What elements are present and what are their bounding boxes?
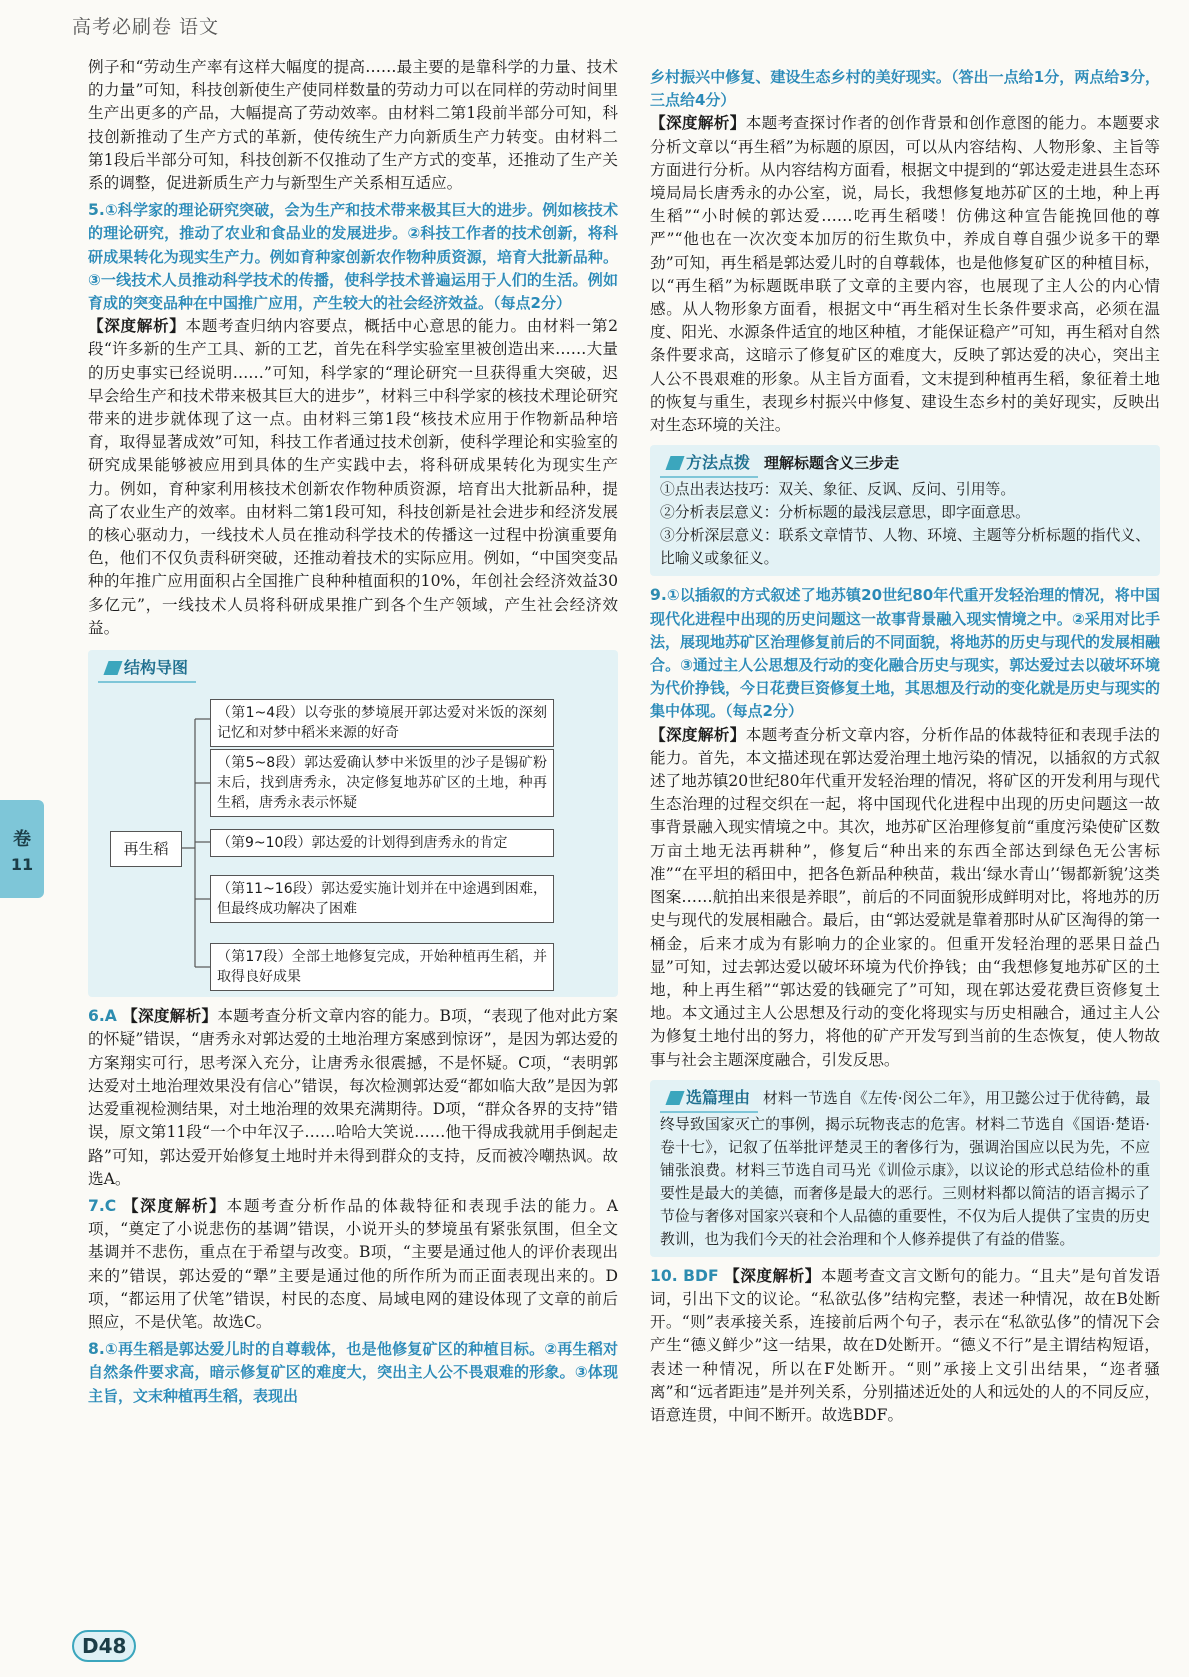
- analysis-text: 本题考查分析文章内容，分析作品的体裁特征和表现手法的能力。首先，本文描述现在郭达爱治理土地污染的情况，以插叙的方式叙述了地苏镇20世纪80年代重开发轻治理的情况，将矿区的开发利用与现代生态治理的过程交织在一起，将中国现代化进程中出现的历史问题这一故事背景融入现实情境之中。其次，地苏矿区治理修复前“重度污染使矿区数万亩土地无法再耕种”，修复后“种出来的东西全部达到绿色无公害标准”“在平坦的稻田中，把各色新品种秧苗，栽出‘绿水青山’‘锡都新貌’这类图案……航拍出来很是养眼”，前后的不同面貌形成鲜明对比，将地苏的历史与现代的发展相融合。最后，由“郭达爱就是靠着那时从矿区淘得的第一桶金，后来才成为有影响力的企业家的。但重开发轻治理的恶果日益凸显”可知，过去郭达爱以破坏环境为代价挣钱；由“我想修复地苏矿区的土地，种上再生稻”“郭达爱的钱砸完了”可知，现在郭达爱花费巨资修复土地。本文通过主人公思想及行动的变化将现实与历史相融合，通过主人公为修复土地付出的努力，将他的矿产开发写到当前的生态恢复，使人物故事与社会主题深度融合，引发反思。: [650, 725, 1160, 1069]
- mind-map-node: （第5~8段）郭达爱确认梦中米饭里的沙子是锡矿粉末后，找到唐秀永，决定修复地苏矿区的土地，种再生稻，唐秀永表示怀疑: [210, 749, 554, 817]
- selection-reason-title: 选篇理由: [660, 1086, 758, 1113]
- question-7: [88, 1195, 618, 1334]
- selection-reason-text: 材料一节选自《左传·闵公二年》，用卫懿公过于优待鹤，最终导致国家灭亡的事例，揭示玩物丧志的危害。材料二节选自《国语·楚语·卷十七》，记叙了伍举批评楚灵王的奢侈行为，强调治国应以民为先，不应铺张浪费。材料三节选自司马光《训俭示康》，以议论的形式总结俭朴的重要性是最大的美德，而奢侈是最大的恶行。三则材料都以简洁的语言揭示了节俭与奢侈对国家兴衰和个人品德的重要性，不仅为后人提供了宝贵的历史教训，也为我们今天的社会治理和个人修养提供了有益的借鉴。: [660, 1089, 1150, 1248]
- structure-map-title: 结构导图: [98, 656, 196, 683]
- answer-continuation: 乡村振兴中修复、建设生态乡村的美好现实。（答出一点给1分，两点给3分，三点给4分）: [650, 68, 1160, 110]
- answer-choice: C: [104, 1196, 117, 1215]
- mind-map-node: （第11~16段）郭达爱实施计划并在中途遇到困难，但最终成功解决了困难: [210, 875, 554, 923]
- volume-tab: [0, 800, 44, 898]
- analysis-tag: 【深度解析】: [650, 725, 746, 744]
- method-tips-box: [650, 445, 1160, 576]
- answer-choice: BDF: [683, 1266, 719, 1285]
- question-6: [88, 1005, 618, 1191]
- answer-choice: A: [104, 1007, 117, 1026]
- intro-paragraph: 例子和“劳动生产率有这样大幅度的提高……最主要的是靠科学的力量、技术的力量”可知，科技创新使生产使同样数量的劳动力可以在同样的劳动时间里生产出更多的产品，大幅提高了劳动效率。由材料二第1段前半部分可知，科技创新推动了生产方式的革新，使传统生产力向新质生产力转变。由材料二第1段后半部分可知，科技创新不仅推动了生产方式的变革，还推动了生产关系的调整，促进新质生产力与新型生产关系相互适应。: [88, 58, 618, 193]
- question-number: 7.: [88, 1196, 105, 1215]
- analysis-tag: 【深度解析】: [724, 1266, 821, 1285]
- question-number: 5.: [88, 201, 105, 220]
- question-9: [650, 584, 1160, 723]
- question-10: [650, 1265, 1160, 1427]
- question-number: 10.: [650, 1266, 678, 1285]
- volume-tab-label: 卷: [13, 828, 31, 850]
- method-line: ③分析深层意义：联系文章情节、人物、环境、主题等分析标题的指代义、比喻义或象征义。: [660, 527, 1150, 568]
- analysis-text: 本题考查分析文章内容的能力。B项，“表现了他对此方案的怀疑”错误，“唐秀永对郭达爱的土地治理方案感到惊讶”，是因为郭达爱的方案翔实可行，思考深入充分，让唐秀永很震撼，不是怀疑。C项，“表明郭达爱对土地治理效果没有信心”错误，每次检测郭达爱“都如临大敌”是因为郭达爱重视检测结果，对土地治理的效果充满期待。D项，“群众各界的支持”错误，原文第11段“一个中年汉子……哈哈大笑说……他干得成我就用手倒起走路”可知，郭达爱开始修复土地时并未得到群众的支持，反而被冷嘲热讽。故选A。: [88, 1007, 618, 1188]
- answer-text: ①以插叙的方式叙述了地苏镇20世纪80年代重开发轻治理的情况，将中国现代化进程中出现的历史问题这一故事背景融入现实情境之中。②采用对比手法，展现地苏矿区治理修复前后的不同面貌，将地苏的历史与现代的发展相融合。③通过主人公思想及行动的变化融合历史与现实，郭达爱过去以破坏环境为代价挣钱，今日花费巨资修复土地，其思想及行动的变化就是历史与现实的集中体现。（每点2分）: [650, 586, 1161, 721]
- pencil-icon: [665, 1091, 684, 1105]
- analysis-text: 本题考查分析作品的体裁特征和表现手法的能力。A项，“奠定了小说悲伤的基调”错误，小说开头的梦境虽有紧张氛围，但全文基调并不悲伤，重点在于希望与改变。B项，“主要是通过他人的评价表现出来的”错误，郭达爱的“犟”主要是通过他的所作所为而正面表现出来的。D项，“都运用了伏笔”错误，村民的态度、局域电网的建设体现了文章的前后照应，不是伏笔。故选C。: [88, 1196, 618, 1331]
- mind-map-node: （第17段）全部土地修复完成，开始种植再生稻，并取得良好成果: [210, 943, 554, 991]
- analysis-tag: 【深度解析】: [122, 1007, 218, 1026]
- analysis-text: 本题考查探讨作者的创作背景和创作意图的能力。本题要求分析文章以“再生稻”为标题的原因，可以从内容结构、人物形象、主旨等方面进行分析。从内容结构方面看，根据文中提到的“郭达爱走进县生态环境局局长唐秀永的办公室，说，局长，我想修复地苏矿区的土地，种上再生稻”“小时候的郭达爱……吃再生稻喽！仿佛这种宣告能挽回他的尊严”“他也在一次次变本加厉的衍生欺负中，养成自尊自强少说多干的犟劲”可知，再生稻是郭达爱儿时的自尊载体，也是他修复矿区的种植目标，以“再生稻”为标题既串联了文章的主要内容，也展现了主人公的内心情感。从人物形象方面看，根据文中“再生稻对生长条件要求高，必须在温度、阳光、水源条件适宜的地区种植，才能保证稳产”可知，再生稻对自然条件要求高，这暗示了修复矿区的难度大，反映了郭达爱的决心，突出主人公不畏艰难的形象。从主旨方面看，文末提到种植再生稻，象征着土地的恢复与重生，表现乡村振兴中修复、建设生态乡村的美好现实，反映出对生态环境的关注。: [650, 114, 1160, 435]
- question-number: 9.: [650, 586, 667, 605]
- answer-text: ①再生稻是郭达爱儿时的自尊载体，也是他修复矿区的种植目标。②再生稻对自然条件要求高，暗示修复矿区的难度大，突出主人公不畏艰难的形象。③体现主旨，文末种植再生稻，表现出: [88, 1340, 618, 1405]
- analysis-tag: 【深度解析】: [122, 1196, 227, 1215]
- right-column: [650, 66, 1160, 1427]
- structure-map-box: [88, 650, 618, 997]
- analysis-paragraph: [88, 315, 618, 640]
- left-column: [88, 56, 618, 1408]
- pencil-icon: [103, 661, 122, 675]
- analysis-paragraph: [650, 724, 1160, 1072]
- mind-map-node: （第1~4段）以夸张的梦境展开郭达爱对米饭的深刻记忆和对梦中稻米来源的好奇: [210, 699, 554, 747]
- selection-reason-box: [650, 1080, 1160, 1257]
- question-5: [88, 199, 618, 315]
- analysis-tag: 【深度解析】: [88, 317, 186, 336]
- volume-tab-number: 11: [10, 854, 34, 874]
- mind-map-node: （第9~10段）郭达爱的计划得到唐秀永的肯定: [210, 829, 554, 857]
- analysis-text: 本题考查文言文断句的能力。“且夫”是句首发语词，引出下文的议论。“私欲弘侈”结构完整，表述一种情况，故在B处断开。“则”表承接关系，连接前后两个句子，表示在“私欲弘侈”的情况下会产生“德义鲜少”这一结果，故在D处断开。“德义不行”是主谓结构短语，表述一种情况，所以在F处断开。“则”承接上文引出结果，“迩者骚离”和“远者距违”是并列关系，分别描述近处的人和远处的人的不同反应，语意连贯，中间不断开。故选BDF。: [650, 1266, 1160, 1424]
- analysis-tag: 【深度解析】: [650, 114, 746, 133]
- analysis-text: 本题考查归纳内容要点，概括中心意思的能力。由材料一第2段“许多新的生产工具、新的工艺，首先在科学实验室里被创造出来……大量的历史事实已经说明……”可知，科学家的“理论研究一旦获得重大突破，迟早会给生产和技术带来极其巨大的进步”，材料三中科学家的核技术理论研究带来的进步就体现了这一点。由材料三第1段“核技术应用于作物新品种培育，取得显著成效”可知，科技工作者通过技术创新，使科学理论和实验室的研究成果能够被应用到具体的生产实践中去，将科研成果转化为现实生产力。例如，育种家利用核技术创新农作物种质资源，培育出大批新品种，提高了农业生产的效率。由材料二第1段可知，科技创新是社会进步和经济发展的核心驱动力，一线技术人员在推动科学技术的传播这一过程中扮演重要角色，他们不仅负责科研突破，还推动着技术的实际应用。例如，“中国突变品种的年推广应用面积占全国推广良种种植面积的10%，年创社会经济效益30多亿元”，一线技术人员将科研成果推广到各个生产领域，产生社会经济效益。: [88, 317, 618, 637]
- method-tips-subtitle: 理解标题含义三步走: [764, 454, 900, 473]
- mind-map-root: 再生稻: [110, 831, 182, 867]
- pencil-icon: [665, 456, 684, 470]
- analysis-paragraph: [650, 112, 1160, 437]
- method-tips-title: 方法点拨: [660, 451, 758, 478]
- method-line: ①点出表达技巧：双关、象征、反讽、反问、引用等。: [660, 481, 1016, 499]
- question-8: [88, 1338, 618, 1408]
- question-number: 6.: [88, 1007, 105, 1026]
- page-header: 高考必刷卷 语文: [72, 16, 220, 38]
- page-number: D48: [72, 1630, 136, 1662]
- question-number: 8.: [88, 1340, 105, 1359]
- answer-text: ①科学家的理论研究突破，会为生产和技术带来极其巨大的进步。例如核技术的理论研究，推动了农业和食品业的发展进步。②科技工作者的技术创新，将科研成果转化为现实生产力。例如育种家创新农作物种质资源，培育大批新品种。③一线技术人员推动科学技术的传播，使科学技术普遍运用于人们的生活。例如育成的突变品种在中国推广应用，产生较大的社会经济效益。（每点2分）: [88, 201, 618, 313]
- method-line: ②分析表层意义：分析标题的最浅层意思，即字面意思。: [660, 504, 1030, 522]
- mind-map: [98, 691, 608, 991]
